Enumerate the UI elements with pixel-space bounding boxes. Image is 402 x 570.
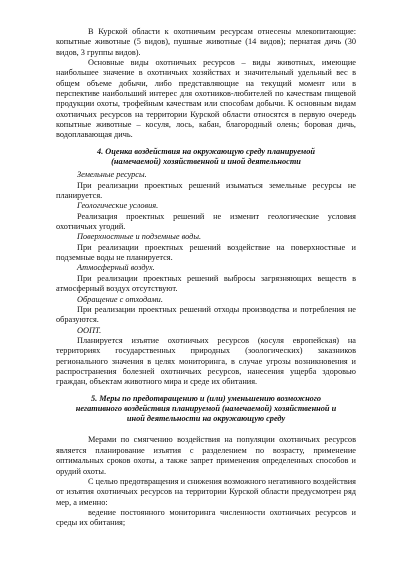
intro-paragraph: В Курской области к охотничьим ресурсам отнесены млекопитающие: копытные животные (5 видов), пушные животные (14 видов); пернатая дичь (30 видов, 3 группы видов).: [56, 27, 356, 57]
section-5-heading-line-1: 5. Меры по предотвращению и (или) уменьшению возможного: [90, 393, 322, 403]
main-species-paragraph: Основные виды охотничьих ресурсов – виды животных, имеющие наибольшее значение в охотничьих хозяйствах и значительный удельный вес в общем объеме добычи, либо представляющие на текущий момент или в перспективе наибольший интерес для охотников-любителей по качествам пищевой продукции охоты, трофейным качествам или способам добычи. К основным видам охотничьих ресурсов на территории Курской области относятся в первую очередь копытные животные – косуля, лось, кабан, благородный олень; боровая дичь, водоплавающая дичь.: [56, 58, 356, 140]
section-5-heading-line-3: иной деятельности на окружающую среду: [126, 414, 286, 424]
subsection-title: Атмосферный воздух.: [77, 263, 155, 273]
measure-item: ведение постоянного мониторинга численности охотничьих ресурсов и среды их обитания;: [56, 507, 356, 528]
spacer: [56, 427, 356, 435]
subsection-text: При реализации проектных решений выбросы загрязняющих веществ в атмосферный воздух отсутствуют.: [56, 273, 356, 294]
subsection-text: При реализации проектных решений воздействие на поверхностные и подземные воды не планируется.: [56, 242, 356, 263]
subsection-text: При реализации проектных решений отходы производства и потребления не образуются.: [56, 304, 356, 325]
section-4-heading-line-1: 4. Оценка воздействия на окружающую среду планируемой: [96, 146, 316, 156]
section-4-heading: [56, 147, 356, 168]
section-4-heading-line-2: (намечаемой) хозяйственной и иной деятельности: [111, 157, 301, 167]
subsection-title: Геологические условия.: [77, 201, 159, 211]
subsection-text: Планируется изъятие охотничьих ресурсов (косуля европейская) на территориях государственных природных (зоологических) заказников регионального значения в целях мониторинга, в случае угрозы возникновения и распространения болезней охотничьих ресурсов, нанесения ущерба здоровью граждан, объектам животного мира и среде их обитания.: [56, 335, 356, 387]
subsection-title: ООПТ.: [77, 325, 102, 335]
subsection-title: Обращение с отходами.: [77, 294, 163, 304]
section-5-heading-line-2: негативного воздействия планируемой (намечаемой) хозяйственной и: [75, 403, 337, 413]
subsection-text: Реализация проектных решений не изменит геологические условия охотничьих угодий.: [56, 211, 356, 232]
measures-paragraph: Мерами по смягчению воздействия на популяции охотничьих ресурсов является планирование изъятия с разделением по возрасту, применение оптимальных сроков охоты, а также запрет применения определенных способов и орудий охоты.: [56, 435, 356, 476]
section-5-heading: [56, 394, 356, 425]
measures-intro-paragraph: С целью предотвращения и снижения возможного негативного воздействия от изъятия охотничьих ресурсов на территории Курской области предусмотрен ряд мер, а именно:: [56, 476, 356, 507]
subsection-text: При реализации проектных решений изыматься земельные ресурсы не планируется.: [56, 180, 356, 201]
subsection-title: Поверхностные и подземные воды.: [77, 232, 202, 242]
subsection-title: Земельные ресурсы.: [77, 170, 147, 180]
